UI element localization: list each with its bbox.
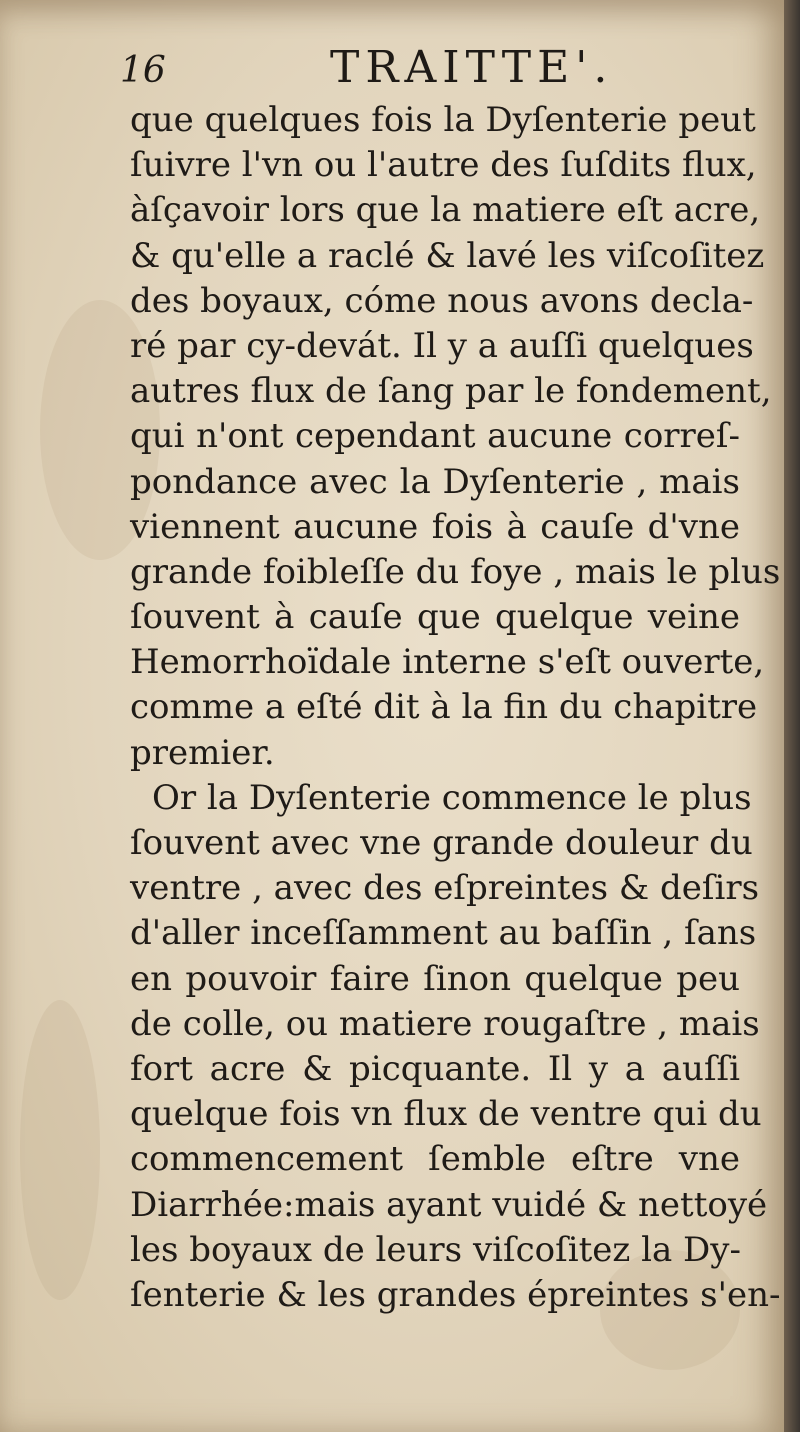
text-line: quelque fois vn flux de ventre qui du <box>130 1094 762 1135</box>
text-line: en pouvoir faire ſinon quelque peu <box>130 958 740 999</box>
text-line: comme a eſté dit à la fin du chapitre <box>130 687 758 728</box>
text-line: pondance avec la Dyſenterie , mais <box>130 461 740 502</box>
text-line: les boyaux de leurs viſcoſitez la Dy- <box>130 1229 741 1270</box>
text-line: ſouvent à cauſe que quelque veine <box>130 597 740 638</box>
text-line: autres flux de ſang par le fondement, <box>130 371 772 412</box>
book-edge <box>784 0 800 1432</box>
text-line: viennent aucune fois à cauſe d'vne <box>130 506 740 547</box>
text-line: ſenterie & les grandes épreintes s'en- <box>130 1274 781 1315</box>
text-line: ſuivre l'vn ou l'autre des ſuſdits flux, <box>130 145 757 186</box>
text-line: d'aller inceſſamment au baſſin , ſans <box>130 913 757 954</box>
text-line: Diarrhée:mais ayant vuidé & nettoyé <box>130 1184 768 1225</box>
text-line: qui n'ont cependant aucune correſ- <box>130 416 740 457</box>
paper-stain <box>20 1000 100 1300</box>
text-line: commencement ſemble eſtre vne <box>130 1139 740 1180</box>
text-line: que quelques fois la Dyſenterie peut <box>130 100 756 140</box>
text-line: premier. <box>130 732 275 773</box>
running-title: TRAITTE'. <box>330 42 614 93</box>
page-header <box>0 40 784 100</box>
text-line: Hemorrhoïdale interne s'eſt ouverte, <box>130 642 765 683</box>
body-text <box>130 98 781 1318</box>
text-line: ré par cy-devát. Il y a auſſi quelques <box>130 325 754 366</box>
text-line: àſçavoir lors que la matiere eſt acre, <box>130 190 761 231</box>
text-line: des boyaux, cóme nous avons decla- <box>130 280 754 321</box>
text-line: de colle, ou matiere rougaſtre , mais <box>130 1003 760 1044</box>
text-line: ventre , avec des eſpreintes & deſirs <box>130 868 760 909</box>
paragraph-start-line: Or la Dyſenterie commence le plus <box>152 777 752 818</box>
text-line: grande foibleſſe du foye , mais le plus <box>130 551 781 592</box>
text-line: & qu'elle a raclé & lavé les viſcoſitez <box>130 235 765 276</box>
page-number: 16 <box>120 50 166 91</box>
text-line: fort acre & picquante. Il y a auſſi <box>130 1048 740 1089</box>
text-line: ſouvent avec vne grande douleur du <box>130 823 753 863</box>
